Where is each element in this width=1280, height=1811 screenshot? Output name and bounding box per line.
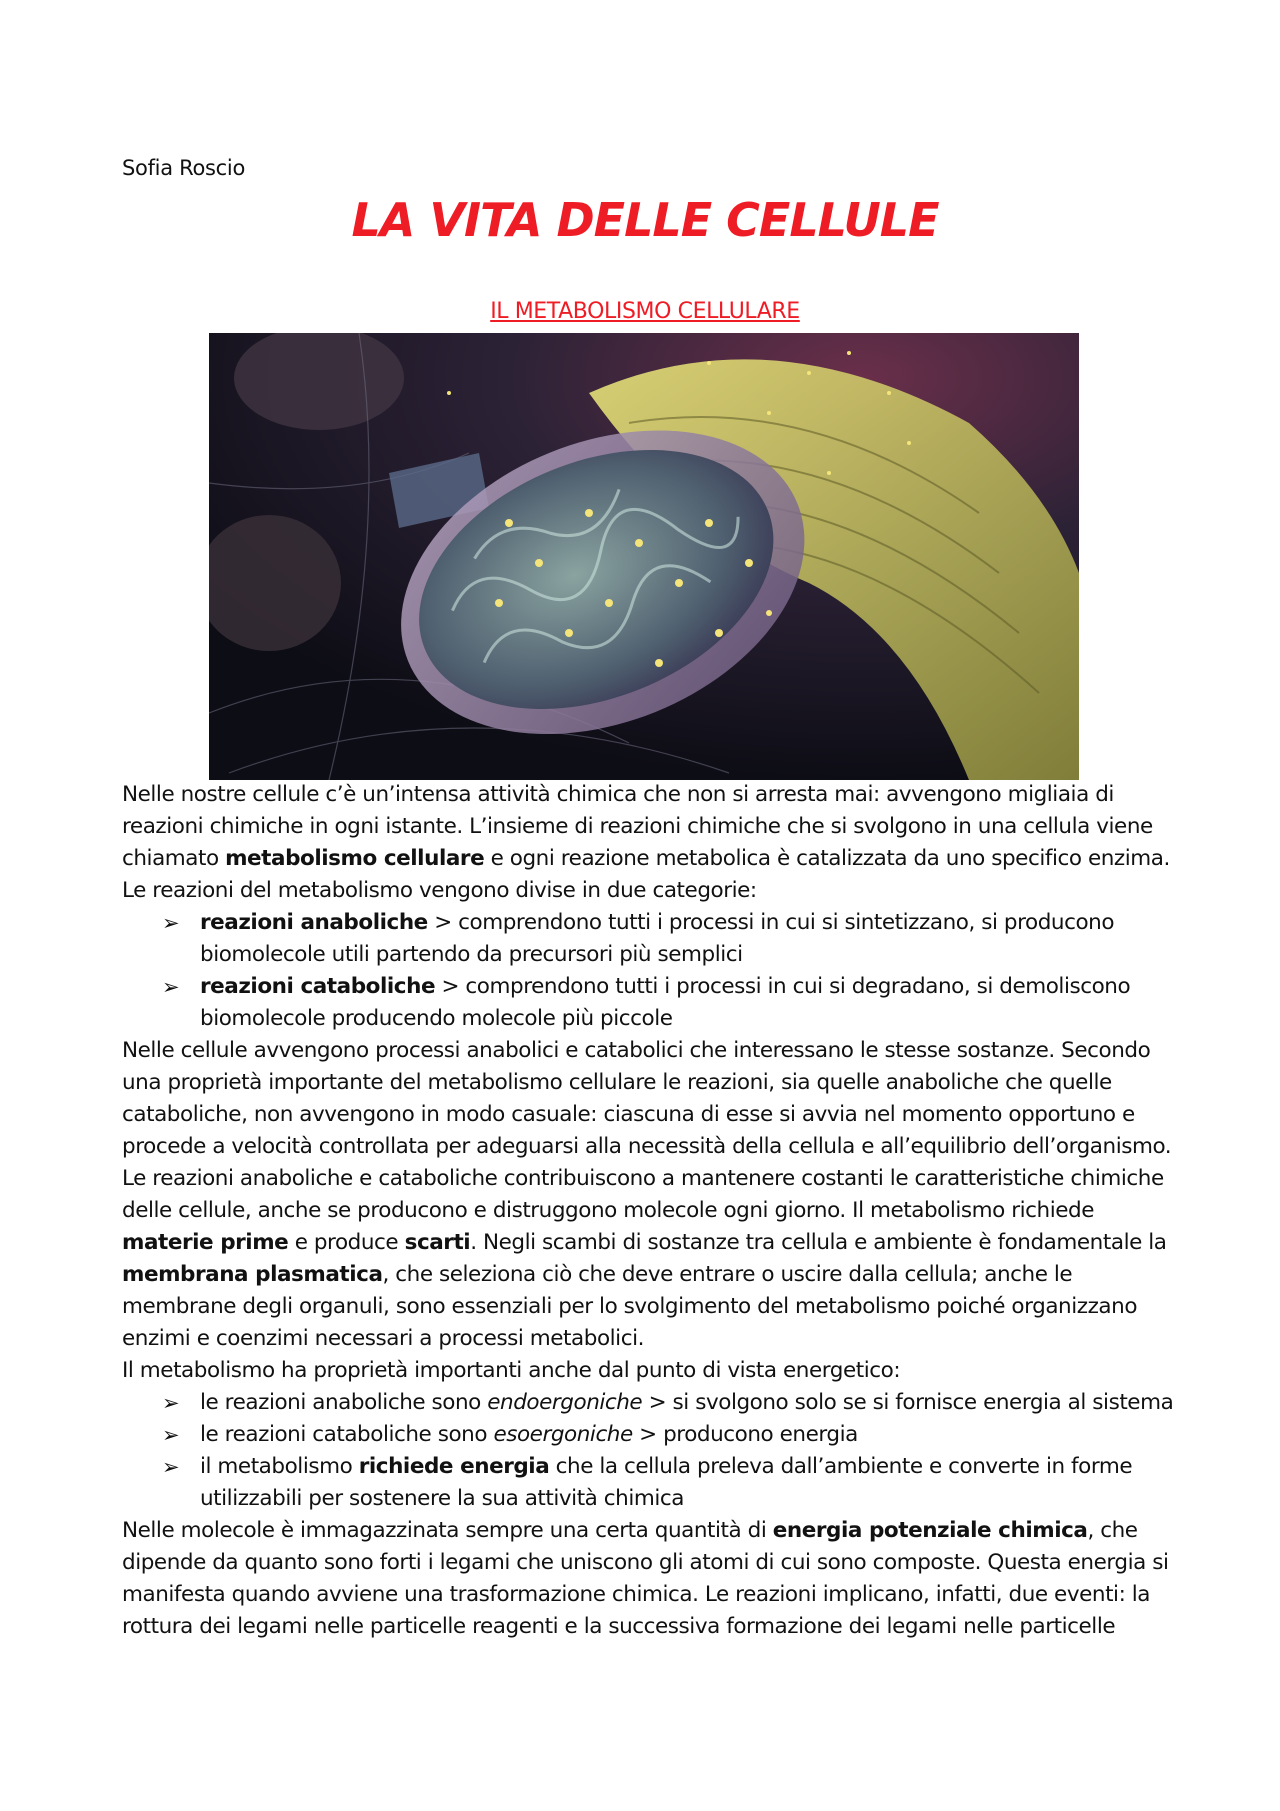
paragraph-potential-energy <box>122 1515 1182 1643</box>
text-run: , che seleziona ciò che deve entrare o uscire dalla cellula; anche le membrane degli organuli, sono essenziali per lo svolgimento del metabolismo poiché organizzano enzimi e coenzimi necessari a processi metabolici. <box>122 1262 1138 1351</box>
list-item <box>162 1387 1182 1419</box>
text-run: . Negli scambi di sostanze tra cellula e ambiente è fondamentale la <box>470 1230 1167 1255</box>
arrowhead-bullet-icon: ➢ <box>162 975 180 999</box>
list-item <box>162 971 1182 1035</box>
text-run: le reazioni cataboliche sono <box>200 1422 494 1447</box>
paragraph-processes <box>122 1035 1182 1355</box>
text-run: , che dipende da quanto sono forti i legami che uniscono gli atomi di cui sono composte. Questa energia si manifesta quando avviene una trasformazione chimica. Le reazioni implicano, infatti, due eventi: la rottura dei legami nelle particelle reagenti e la successiva formazione dei legami nelle particelle <box>122 1518 1169 1639</box>
text-run: > comprendono tutti i processi in cui si sintetizzano, si producono biomolecole utili partendo da precursori più semplici <box>200 910 1115 967</box>
text-run: > comprendono tutti i processi in cui si degradano, si demoliscono biomolecole producendo molecole più piccole <box>200 974 1131 1031</box>
list-item <box>162 1419 1182 1451</box>
document-title: LA VITA DELLE CELLULE <box>351 193 939 247</box>
paragraph-energy-intro: Il metabolismo ha proprietà importanti anche dal punto di vista energetico: <box>122 1358 901 1383</box>
list-item <box>162 1451 1182 1515</box>
text-run: Nelle molecole è immagazzinata sempre una certa quantità di <box>122 1518 773 1543</box>
arrowhead-bullet-icon: ➢ <box>162 911 180 935</box>
reaction-categories-list <box>122 907 1182 1035</box>
bold-term: scarti <box>404 1230 471 1255</box>
document-body <box>122 779 1182 1643</box>
bold-term: reazioni anaboliche <box>200 910 428 935</box>
bold-term: metabolismo cellulare <box>225 846 485 871</box>
bold-term: energia potenziale chimica <box>772 1518 1088 1543</box>
italic-term: endoergoniche <box>487 1390 643 1415</box>
text-run: e ogni reazione metabolica è catalizzata da uno specifico enzima. Le reazioni del metabolismo vengono divise in due categorie: <box>122 846 1170 903</box>
arrowhead-bullet-icon: ➢ <box>162 1455 180 1479</box>
text-run: il metabolismo <box>200 1454 359 1479</box>
arrowhead-bullet-icon: ➢ <box>162 1423 180 1447</box>
text-run: > producono energia <box>632 1422 858 1447</box>
list-item <box>162 907 1182 971</box>
energy-properties-list <box>122 1387 1182 1515</box>
bold-term: membrana plasmatica <box>122 1262 383 1287</box>
text-run: e produce <box>288 1230 405 1255</box>
paragraph-intro <box>122 779 1182 907</box>
text-run: Nelle cellule avvengono processi anabolici e catabolici che interessano le stesse sostanze. Secondo una proprietà importante del metabolismo cellulare le reazioni, sia quelle anaboliche che quelle cataboliche, non avvengono in modo casuale: ciascuna di esse si avvia nel momento opportuno e procede a velocità controllata per adeguarsi alla necessità della cellula e all’equilibrio dell’organismo. Le reazioni anaboliche e cataboliche contribuiscono a mantenere costanti le caratteristiche chimiche delle cellule, anche se producono e distruggono molecole ogni giorno. Il metabolismo richiede <box>122 1038 1172 1223</box>
text-run: che la cellula preleva dall’ambiente e converte in forme utilizzabili per sostenere la sua attività chimica <box>200 1454 1133 1511</box>
mitochondrion-image <box>209 333 1079 780</box>
bold-term: reazioni cataboliche <box>200 974 436 999</box>
text-run: le reazioni anaboliche sono <box>200 1390 488 1415</box>
text-run: Nelle nostre cellule c’è un’intensa attività chimica che non si arresta mai: avvengono migliaia di reazioni chimiche in ogni istante. L’insieme di reazioni chimiche che si svolgono in una cellula viene chiamato <box>122 782 1153 871</box>
author-name: Sofia Roscio <box>122 156 246 180</box>
italic-term: esoergoniche <box>493 1422 633 1447</box>
bold-term: materie prime <box>122 1230 289 1255</box>
section-heading: IL METABOLISMO CELLULARE <box>490 299 800 324</box>
arrowhead-bullet-icon: ➢ <box>162 1391 180 1415</box>
bold-term: richiede energia <box>358 1454 550 1479</box>
text-run: > si svolgono solo se si fornisce energia al sistema <box>642 1390 1174 1415</box>
